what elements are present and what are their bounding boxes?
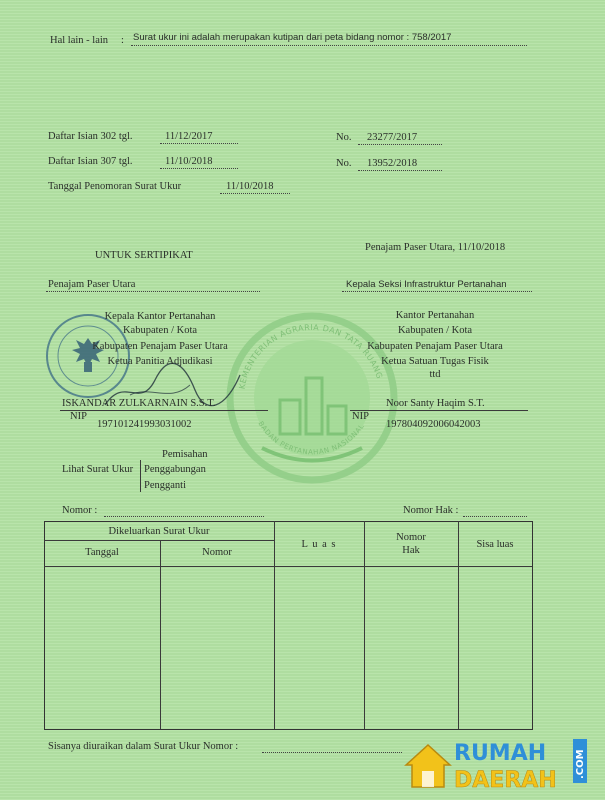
dotted-line [463, 516, 527, 517]
left-name: ISKANDAR ZULKARNAIN S.S.T. [62, 398, 216, 409]
sisanya-label: Sisanya diuraikan dalam Surat Ukur Nomor : [48, 741, 239, 752]
right-nip-label: NIP [352, 411, 369, 422]
house-logo-icon [398, 733, 598, 793]
daftar-302-date: 11/12/2017 [165, 131, 213, 142]
dotted-line [220, 193, 290, 194]
th-dikeluarkan: Dikeluarkan Surat Ukur [108, 526, 210, 537]
daftar-302-label: Daftar Isian 302 tgl. [48, 131, 133, 142]
left-place: Penajam Paser Utara [48, 279, 136, 290]
right-line-4: Ketua Satuan Tugas Fisik [381, 356, 489, 367]
lihat-label: Lihat Surat Ukur [62, 464, 134, 475]
hal-lain-dotted-line [131, 45, 527, 46]
dotted-line [358, 170, 442, 171]
right-line-3: Kabupaten Penajam Paser Utara [367, 341, 503, 352]
daftar-307-no-label: No. [336, 158, 352, 169]
daftar-307-no: 13952/2018 [367, 158, 418, 169]
brand-dotcom: .COM [575, 749, 586, 779]
right-title: Kepala Seksi Infrastruktur Pertanahan [346, 279, 507, 290]
name-underline [60, 410, 268, 411]
dotted-line [262, 752, 402, 753]
left-nip: 197101241993031002 [97, 419, 192, 430]
right-line-1: Kantor Pertanahan [395, 310, 475, 321]
lihat-opt-pengganti: Pengganti [144, 480, 186, 491]
table-col-line [160, 540, 161, 729]
dotted-line [358, 144, 442, 145]
table-col-line [274, 521, 275, 729]
nomor-label: Nomor : [62, 505, 98, 516]
th-tanggal: Tanggal [85, 547, 119, 558]
nomor-hak-label: Nomor Hak : [403, 505, 459, 516]
left-line-1: Kepala Kantor Pertanahan [104, 311, 216, 322]
dotted-line [160, 168, 238, 169]
right-date: Penajam Paser Utara, 11/10/2018 [365, 242, 506, 253]
right-name: Noor Santy Haqim S.T. [386, 398, 485, 409]
th-sisa-luas: Sisa luas [476, 539, 514, 550]
name-underline [350, 410, 528, 411]
brand-rumah: RUMAH [454, 741, 547, 766]
right-nip: 197804092006042003 [386, 419, 481, 430]
lihat-opt-penggabungan: Penggabungan [144, 464, 206, 475]
tanggal-penomoran-label: Tanggal Penomoran Surat Ukur [48, 181, 182, 192]
tanggal-penomoran-date: 11/10/2018 [226, 181, 274, 192]
lihat-opt-pemisahan: Pemisahan [162, 449, 208, 460]
dotted-line [104, 516, 264, 517]
brand-daerah: DAERAH [454, 768, 557, 793]
left-line-3: Kabupaten Penajam Paser Utara [92, 341, 228, 352]
left-line-2: Kabupaten / Kota [122, 325, 198, 336]
daftar-302-no: 23277/2017 [367, 132, 418, 143]
left-line-4: Ketua Panitia Adjudikasi [107, 356, 213, 367]
daftar-307-date: 11/10/2018 [165, 156, 213, 167]
th-nomor-hak-2: Hak [402, 545, 420, 556]
hal-lain-label: Hal lain - lain [50, 35, 109, 46]
dotted-line [46, 291, 260, 292]
th-nomor: Nomor [202, 547, 232, 558]
right-ttd: ttd [429, 369, 441, 380]
untuk-sertipikat: UNTUK SERTIPIKAT [95, 250, 193, 261]
hal-lain-text: Surat ukur ini adalah merupakan kutipan dari peta bidang nomor : 758/2017 [133, 32, 452, 43]
th-luas: L u a s [301, 539, 337, 550]
dotted-line [160, 143, 238, 144]
left-nip-label: NIP [70, 411, 87, 422]
bracket-line [140, 460, 141, 492]
dotted-line [342, 291, 532, 292]
seal-ring-bottom: BADAN PERTANAHAN NASIONAL [256, 419, 366, 457]
seal-ring-top: KEMENTERIAN AGRARIA DAN TATA RUANG [237, 322, 385, 390]
daftar-307-label: Daftar Isian 307 tgl. [48, 156, 133, 167]
right-line-2: Kabupaten / Kota [397, 325, 473, 336]
table-col-line [458, 521, 459, 729]
th-nomor-hak-1: Nomor [396, 532, 426, 543]
daftar-302-no-label: No. [336, 132, 352, 143]
table-row-line [44, 540, 274, 541]
hal-lain-colon: : [121, 35, 124, 46]
table-row-line [44, 566, 532, 567]
